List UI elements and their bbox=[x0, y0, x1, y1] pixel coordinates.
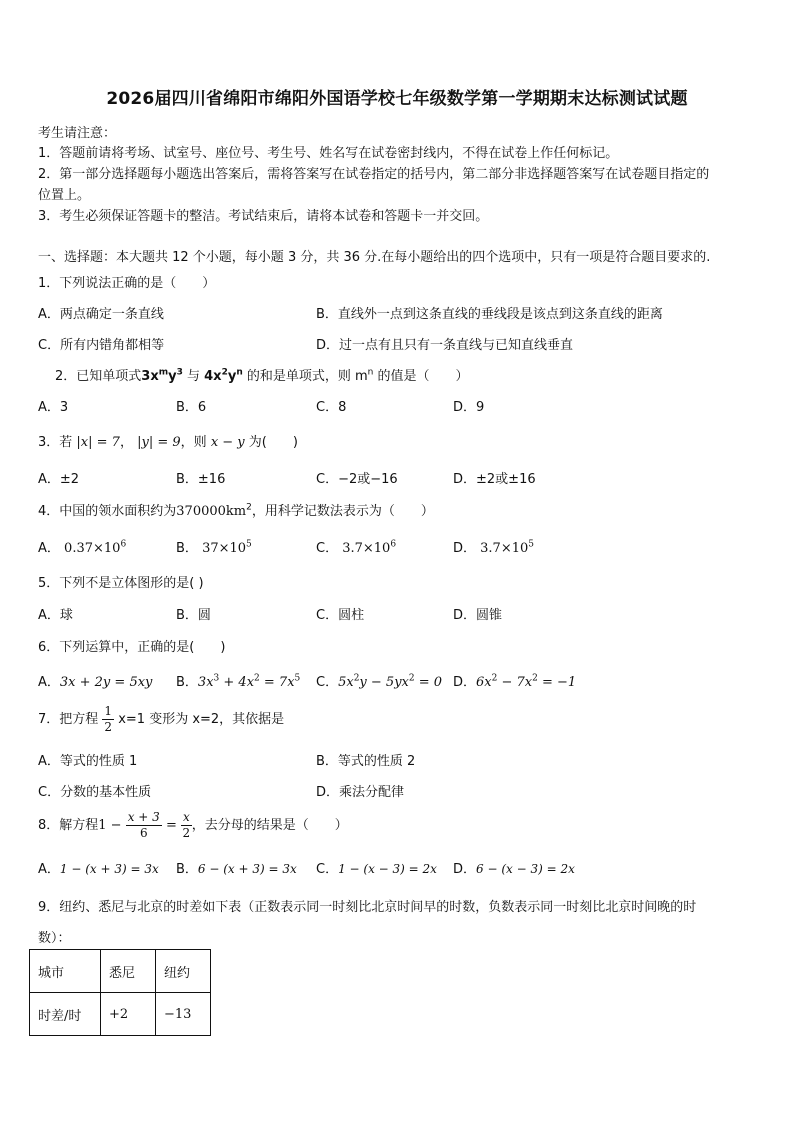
q3-abs-y: |y| = 9 bbox=[137, 435, 181, 450]
q4-option-b[interactable]: B． $37\times 10^5$ bbox=[176, 539, 252, 556]
question-9-stem-cont: 数）： bbox=[38, 931, 71, 946]
table-cell: −13 bbox=[156, 993, 211, 1036]
notice-heading: 考生请注意： bbox=[38, 126, 117, 141]
q8-option-b[interactable]: B．6 − (x + 3) = 3x bbox=[176, 862, 297, 877]
notice-item-1: 1．答题前请将考场、试室号、座位号、考生号、姓名写在试卷密封线内，不得在试卷上作任何标记。 bbox=[38, 146, 619, 161]
q8-option-d[interactable]: D．6 − (x − 3) = 2x bbox=[453, 862, 575, 877]
q8-option-a[interactable]: A．1 − (x + 3) = 3x bbox=[38, 862, 159, 877]
q2-option-a[interactable]: A．3 bbox=[38, 400, 69, 415]
q7-option-c[interactable]: C．分数的基本性质 bbox=[38, 785, 152, 800]
table-header-row bbox=[30, 950, 211, 993]
q3-option-a[interactable]: A．±2 bbox=[38, 472, 80, 487]
q7-option-b[interactable]: B．等式的性质 2 bbox=[316, 754, 416, 769]
q4-option-d[interactable]: D． $3.7\times 10^5$ bbox=[453, 539, 534, 556]
question-3-stem: 3．若 |x| = 7， |y| = 9，则 x − y 为( ) bbox=[38, 435, 298, 450]
question-7-stem: 7．把方程 $\frac{1}{2}$ x=1 变形为 x=2，其依据是 bbox=[38, 704, 285, 734]
notice-item-2-cont: 位置上。 bbox=[38, 188, 91, 203]
table-cell: 悉尼 bbox=[101, 950, 156, 993]
q3-option-d[interactable]: D．±2或±16 bbox=[453, 472, 536, 487]
q8-fraction-left: $\frac{x + 3}{6}$ bbox=[127, 810, 160, 840]
table-cell: 纽约 bbox=[156, 950, 211, 993]
notice-item-2: 2．第一部分选择题每小题选出答案后，需将答案写在试卷指定的括号内，第二部分非选择题答案写在试卷题目指定的 bbox=[38, 167, 710, 182]
question-2-stem: 2．已知单项式$3x^my^3$ 与 $4x^2y^n$ 的和是单项式，则 $m^n$ 的值是（ ） bbox=[55, 367, 469, 384]
q5-option-c[interactable]: C．圆柱 bbox=[316, 608, 365, 623]
q2-option-c[interactable]: C．8 bbox=[316, 400, 347, 415]
table-row bbox=[30, 993, 211, 1036]
q6-option-b[interactable]: B．$3x^3 + 4x^2 = 7x^5$ bbox=[176, 673, 301, 690]
q1-option-a[interactable]: A．两点确定一条直线 bbox=[38, 307, 164, 322]
q4-option-a[interactable]: A． $0.37\times 10^6$ bbox=[38, 539, 127, 556]
q4-option-c[interactable]: C． $3.7\times 10^6$ bbox=[316, 539, 397, 556]
q6-option-d[interactable]: D．$6x^2 - 7x^2 = -1$ bbox=[453, 673, 577, 690]
q5-option-a[interactable]: A．球 bbox=[38, 608, 73, 623]
q2-option-b[interactable]: B．6 bbox=[176, 400, 207, 415]
question-9-stem: 9．纽约、悉尼与北京的时差如下表（正数表示同一时刻比北京时间早的时数，负数表示同一时刻比北京时间晚的时 bbox=[38, 900, 697, 915]
section-heading: 一、选择题：本大题共 12 个小题，每小题 3 分，共 36 分.在每小题给出的四个选项中，只有一项是符合题目要求的. bbox=[38, 250, 711, 265]
page-title: 2026届四川省绵阳市绵阳外国语学校七年级数学第一学期期末达标测试试题 bbox=[106, 89, 688, 109]
q3-option-b[interactable]: B．±16 bbox=[176, 472, 226, 487]
q3-expression: x − y bbox=[210, 435, 245, 450]
q3-option-c[interactable]: C．−2或−16 bbox=[316, 472, 398, 487]
q2-option-d[interactable]: D．9 bbox=[453, 400, 485, 415]
q1-option-d[interactable]: D．过一点有且只有一条直线与已知直线垂直 bbox=[316, 338, 574, 353]
question-6-stem: 6．下列运算中，正确的是( ) bbox=[38, 640, 226, 655]
question-4-stem: 4．中国的领水面积约为$370000km^2$，用科学记数法表示为（ ） bbox=[38, 502, 434, 519]
table-cell: 城市 bbox=[30, 950, 101, 993]
q8-option-c[interactable]: C．1 − (x − 3) = 2x bbox=[316, 862, 437, 877]
notice-item-3: 3．考生必须保证答题卡的整洁。考试结束后，请将本试卷和答题卡一并交回。 bbox=[38, 209, 489, 224]
q1-option-b[interactable]: B．直线外一点到这条直线的垂线段是该点到这条直线的距离 bbox=[316, 307, 663, 322]
question-5-stem: 5．下列不是立体图形的是( ) bbox=[38, 576, 204, 591]
q6-option-c[interactable]: C．$5x^2y - 5yx^2 = 0$ bbox=[316, 673, 443, 690]
question-8-stem: 8．解方程1 − $\frac{x + 3}{6}$ = $\frac{x}{2}$ ，去分母的结果是（ ） bbox=[38, 810, 348, 840]
q7-fraction: $\frac{1}{2}$ bbox=[104, 704, 113, 734]
q7-option-a[interactable]: A．等式的性质 1 bbox=[38, 754, 138, 769]
table-cell: 时差/时 bbox=[30, 993, 101, 1036]
table-cell: +2 bbox=[101, 993, 156, 1036]
q3-abs-x: |x| = 7 bbox=[76, 435, 120, 450]
question-1-stem: 1．下列说法正确的是（ ） bbox=[38, 276, 216, 291]
q5-option-d[interactable]: D．圆锥 bbox=[453, 608, 503, 623]
time-difference-table bbox=[29, 949, 211, 1036]
q6-option-a[interactable]: A．3x + 2y = 5xy bbox=[38, 675, 153, 690]
q1-option-c[interactable]: C．所有内错角都相等 bbox=[38, 338, 165, 353]
q8-fraction-right: $\frac{x}{2}$ bbox=[182, 810, 191, 840]
q5-option-b[interactable]: B．圆 bbox=[176, 608, 211, 623]
q7-option-d[interactable]: D．乘法分配律 bbox=[316, 785, 405, 800]
